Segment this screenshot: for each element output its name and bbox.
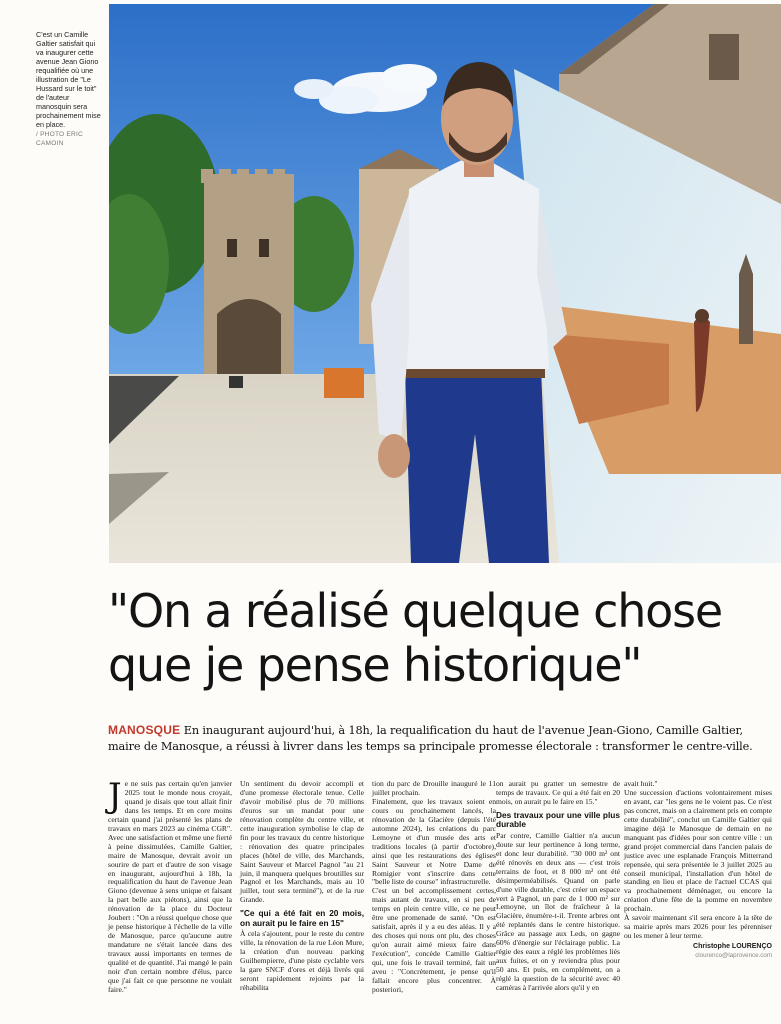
subheading: Des travaux pour une ville plus durable <box>496 809 620 830</box>
article-photo <box>109 4 781 563</box>
body-column-4 <box>496 780 620 993</box>
body-column-5 <box>624 780 772 961</box>
paragraph: Un sentiment du devoir accompli et d'une promesse électorale tenue. Celle d'avoir mobilisé plus de 70 millions d'euros sur un mandat pour une rénovation complète du centre ville, et cette inauguration symbolise le clap de fin pour les travaux du centre historique : rénovation des quatre principales places (hôtel de ville, des Marchands, Saint Sauveur et Marcel Pagnol "au 21 juin, il manquera quelques broutilles sur Pagnol et les Marchands, mais au 10 juillet, tout sera terminé"), et de la rue Grande. <box>240 779 364 905</box>
body-column-1 <box>108 776 232 995</box>
paragraph: Une succession d'actions volontairement mises en avant, car "les gens ne le voient pas. Ce n'est pas concret, mais on a clairement pris en compte cette durabilité", conclut un Camille Galtier qui imagine déjà le Manosque de demain en ne manquant pas d'idées pour son centre ville : un grand projet commercial dans l'ancien palais de justice avec une esplanade François Mitterrand repensée, qui sera présentée le 3 juillet 2025 au conseil municipal, l'installation d'un hôtel de standing en lieu et place de l'actuel CCAS qui va prochainement déménager, ou encore la création d'une fête de la pomme en novembre prochain. <box>624 787 772 914</box>
body-column-2 <box>240 780 364 993</box>
lede-text: En inaugurant aujourd'hui, à 18h, la requalification du haut de l'avenue Jean-Giono, Camille Galtier, maire de Manosque, a réussi à livrer dans les temps sa principale promesse électorale : transformer le centre-ville. <box>108 724 753 753</box>
body-column-3 <box>372 780 496 995</box>
drop-cap: J <box>108 776 122 816</box>
headline-line-1: "On a réalisé quelque chose <box>108 584 722 638</box>
paragraph: e ne suis pas certain qu'en janvier 2025 tout le monde nous croyait, quand je disais que tout allait finir dans les temps. Et en core moins certain quand j'ai présenté les plans de travaux en mars 2023 au cinéma CGR". Avec une satisfaction et même une fierté à peine dissimulées, Camille Galtier, maire de Manosque, devrait avoir un sourire de part et d'autre de son visage en inaugurant, aujourd'hui à 18h, la requalification du haut de l'avenue Jean Giono (devenue à sens unique et faisant la part belle aux piétons), ainsi que la rénovation de la place du Docteur Joubert : "On a réussi quelque chose que je pense historique à l'échelle de la ville de Manosque, parce qu'aucune autre mandature ne s'était lancée dans des travaux aussi importants en termes de qualité et de quantité. J'ai mangé le pain noir d'un certain nombre d'élus, parce que j'ai fait ce que personne ne voulait faire." <box>108 779 232 994</box>
author-signature: Christophe LOURENÇO <box>693 943 772 951</box>
photo-credit: / PHOTO ERIC CAMOIN <box>36 131 83 147</box>
paragraph: tion du parc de Drouille inauguré le 11 juillet prochain. <box>372 779 496 797</box>
paragraph: Par contre, Camille Galtier n'a aucun doute sur leur pertinence à long terme, et donc leur durabilité. "30 000 m² ont été rénovés en deux ans — c'est trois terrains de foot, et 8 000 m² ont été désimperméabilisés. Quand on parle d'une ville durable, c'est créer un espace vert à Pagnol, un parc de 1 000 m² sur Lemoyne, un îlot de fraîcheur à la Glacière, énumère-t-il. Trente arbres ont été replantés dans le centre historique. Grâce au passage aux Leds, on gagne 60% d'énergie sur l'éclairage public. La régie des eaux a réglé les problèmes liés aux fuites, et on y reviendra plus pour 50 ans. Et puis, en complément, on a réglé la question de la sécurité avec 40 caméras à l'arrivée alors qu'il y en <box>496 830 620 993</box>
photo-caption <box>36 30 102 148</box>
photo-illustration <box>109 4 781 563</box>
paragraph: Finalement, que les travaux soient en cours ou prochainement lancés, la rénovation de la Glacière (depuis l'été automne 2024), les créations du parc Lemoyne et d'un musée des arts et traditions locales (à partir d'octobre), ainsi que les restaurations des églises Saint Sauveur et Notre Dame de Romigier vont s'inscrire dans cette "belle liste de course" infrastructurelle. <box>372 796 496 887</box>
article-lede <box>108 722 770 755</box>
headline-line-2: que je pense historique" <box>108 638 642 692</box>
author-email: clourenco@laprovence.com <box>695 952 772 960</box>
paragraph: À savoir maintenant s'il sera encore à la tête de sa mairie après mars 2026 pour les pérenniser ou les mener à leur terme. <box>624 913 772 941</box>
subheading: "Ce qui a été fait en 20 mois, on aurait pu le faire en 15" <box>240 908 364 928</box>
paragraph: on aurait pu gratter un semestre de temps de travaux. Ce qui a été fait en 20 mois, on aurait pu le faire en 15." <box>496 779 620 806</box>
article-headline <box>108 584 768 692</box>
paragraph: C'est un bel accomplissement certes, mais autant de travaux, en si peu de temps en plein centre ville, ce ne peut être une promenade de santé. "On est satisfait, après il y a eu des aléas. Il y a des choses qui nous ont plu, des choses qu'on aurait aimé mieux faire dans l'exécution", concède Camille Galtier qui, une fois le travail terminé, fait un aveu : "Concrètement, je pense qu'il fallait encore plus concentrer. À posteriori, <box>372 886 496 994</box>
article-body <box>108 776 772 1020</box>
paragraph: À cela s'ajoutent, pour le reste du centre ville, la rénovation de la rue Léon Mure, la création d'un nouveau parking Guilhempierre, d'une piste cyclable vers la gare SNCF d'ores et déjà livrés qui seront rapidement rejoints par la réhabilita <box>240 929 364 993</box>
location-kicker: MANOSQUE <box>108 723 181 737</box>
caption-text: C'est un Camille Galtier satisfait qui va inaugurer cette avenue Jean Giono requalifiée où une illustration de "Le Hussard sur le toit" de l'auteur manosquin sera prochainement mise en place. <box>36 30 101 129</box>
paragraph: avait huit." <box>624 779 658 788</box>
